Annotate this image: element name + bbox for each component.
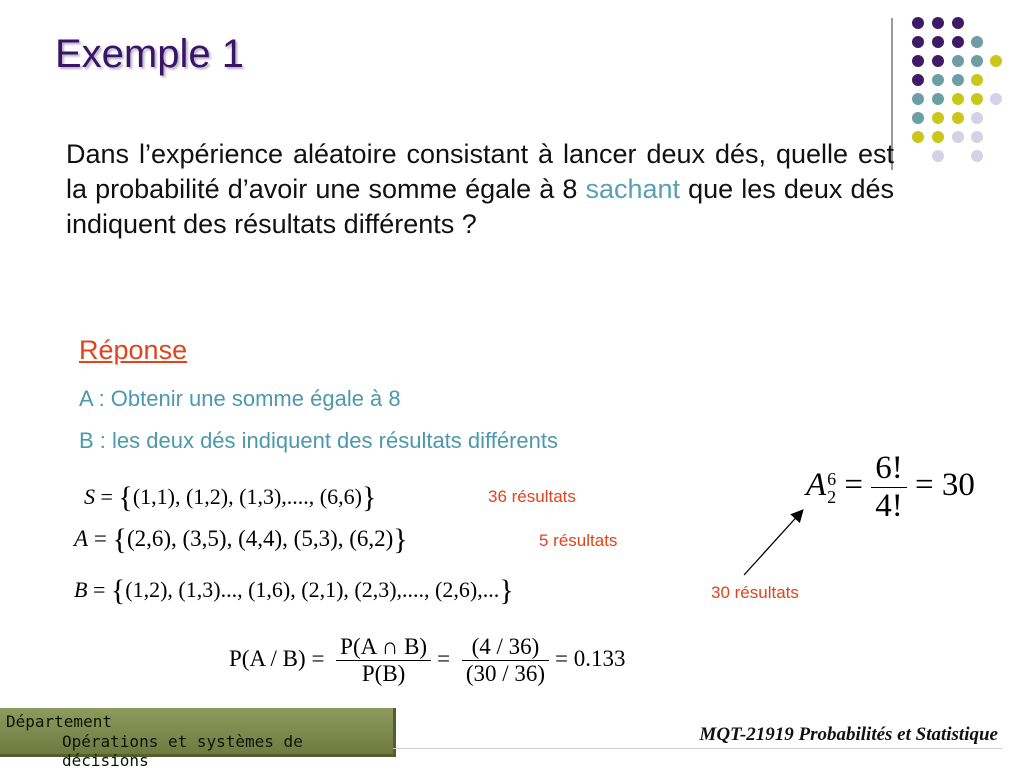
arrangement-numerator: 6! xyxy=(871,450,907,488)
equation-a: A = {(2,6), (3,5), (4,4), (5,3), (6,2)} xyxy=(74,523,408,556)
arrangement-formula: A 6 2 = $\frac{6!}{4!}$ = 30 xyxy=(806,450,975,524)
question-text xyxy=(66,137,894,242)
prob-numerator-2: (4 / 36) xyxy=(462,634,549,661)
question-highlight: sachant xyxy=(585,174,681,204)
arrangement-result: 30 xyxy=(941,467,975,504)
arrangement-sup: 6 xyxy=(827,468,837,489)
footer-underline xyxy=(393,748,1002,749)
equation-s: S = {(1,1), (1,2), (1,3),...., (6,6)} xyxy=(84,481,377,514)
dept-line-2: Opérations et systèmes de décisions xyxy=(62,732,303,770)
count-b: 30 résultats xyxy=(711,583,799,602)
count-a: 5 résultats xyxy=(539,531,618,550)
prob-fraction-2 xyxy=(462,634,549,687)
equation-b: B = {(1,2), (1,3)..., (1,6), (2,1), (2,3),...., (2,6),...} xyxy=(74,574,514,607)
arrow-line xyxy=(744,511,802,575)
department-logo xyxy=(0,708,396,770)
arrangement-denominator: 4! xyxy=(875,488,903,524)
prob-denominator-2: (30 / 36) xyxy=(465,661,546,686)
question-part-2: que les deux dés indiquent des résultats différents ? xyxy=(66,174,894,239)
set-b-elements: (1,2), (1,3)..., (1,6), (2,1), (2,3),...., (2,6),... xyxy=(125,577,500,602)
arrangement-symbol: A xyxy=(806,467,827,504)
course-title: MQT-21919 Probabilités et Statistique xyxy=(699,724,998,745)
prob-fraction-1 xyxy=(336,634,431,687)
reponse-heading: Réponse xyxy=(79,335,188,365)
prob-denominator-1: P(B) xyxy=(361,661,406,686)
set-a-symbol: A xyxy=(74,526,89,551)
question-part-1: Dans l’expérience aléatoire consistant à lancer deux dés, quelle est la probabilité d’avoir une somme égale à 8 xyxy=(66,139,894,204)
count-s: 36 résultats xyxy=(488,487,576,506)
dot-grid-dots xyxy=(912,17,1002,162)
prob-numerator-1: P(A ∩ B) xyxy=(336,634,431,661)
prob-lhs: P(A / B) xyxy=(229,645,306,671)
arrangement-sub: 2 xyxy=(827,486,837,507)
dept-line-1: Département xyxy=(6,712,112,731)
set-s-symbol: S xyxy=(84,484,95,509)
slide-title: Exemple 1 xyxy=(55,32,244,76)
set-a-elements: (2,6), (3,5), (4,4), (5,3), (6,2) xyxy=(126,526,394,551)
prob-result: 0.133 xyxy=(573,645,626,671)
conditional-probability-formula: P(A / B) = $\frac{P(A \cap B)}{P(B)}$ = $\frac{(4 / 36)}{(30 / 36)}$ = 0.133 xyxy=(229,634,626,686)
set-s-elements: (1,1), (1,2), (1,3),...., (6,6) xyxy=(132,484,362,509)
definition-b: B : les deux dés indiquent des résultats différents xyxy=(79,428,558,453)
set-b-symbol: B xyxy=(74,577,88,602)
arrangement-fraction xyxy=(871,450,907,525)
definition-a: A : Obtenir une somme égale à 8 xyxy=(79,386,401,411)
